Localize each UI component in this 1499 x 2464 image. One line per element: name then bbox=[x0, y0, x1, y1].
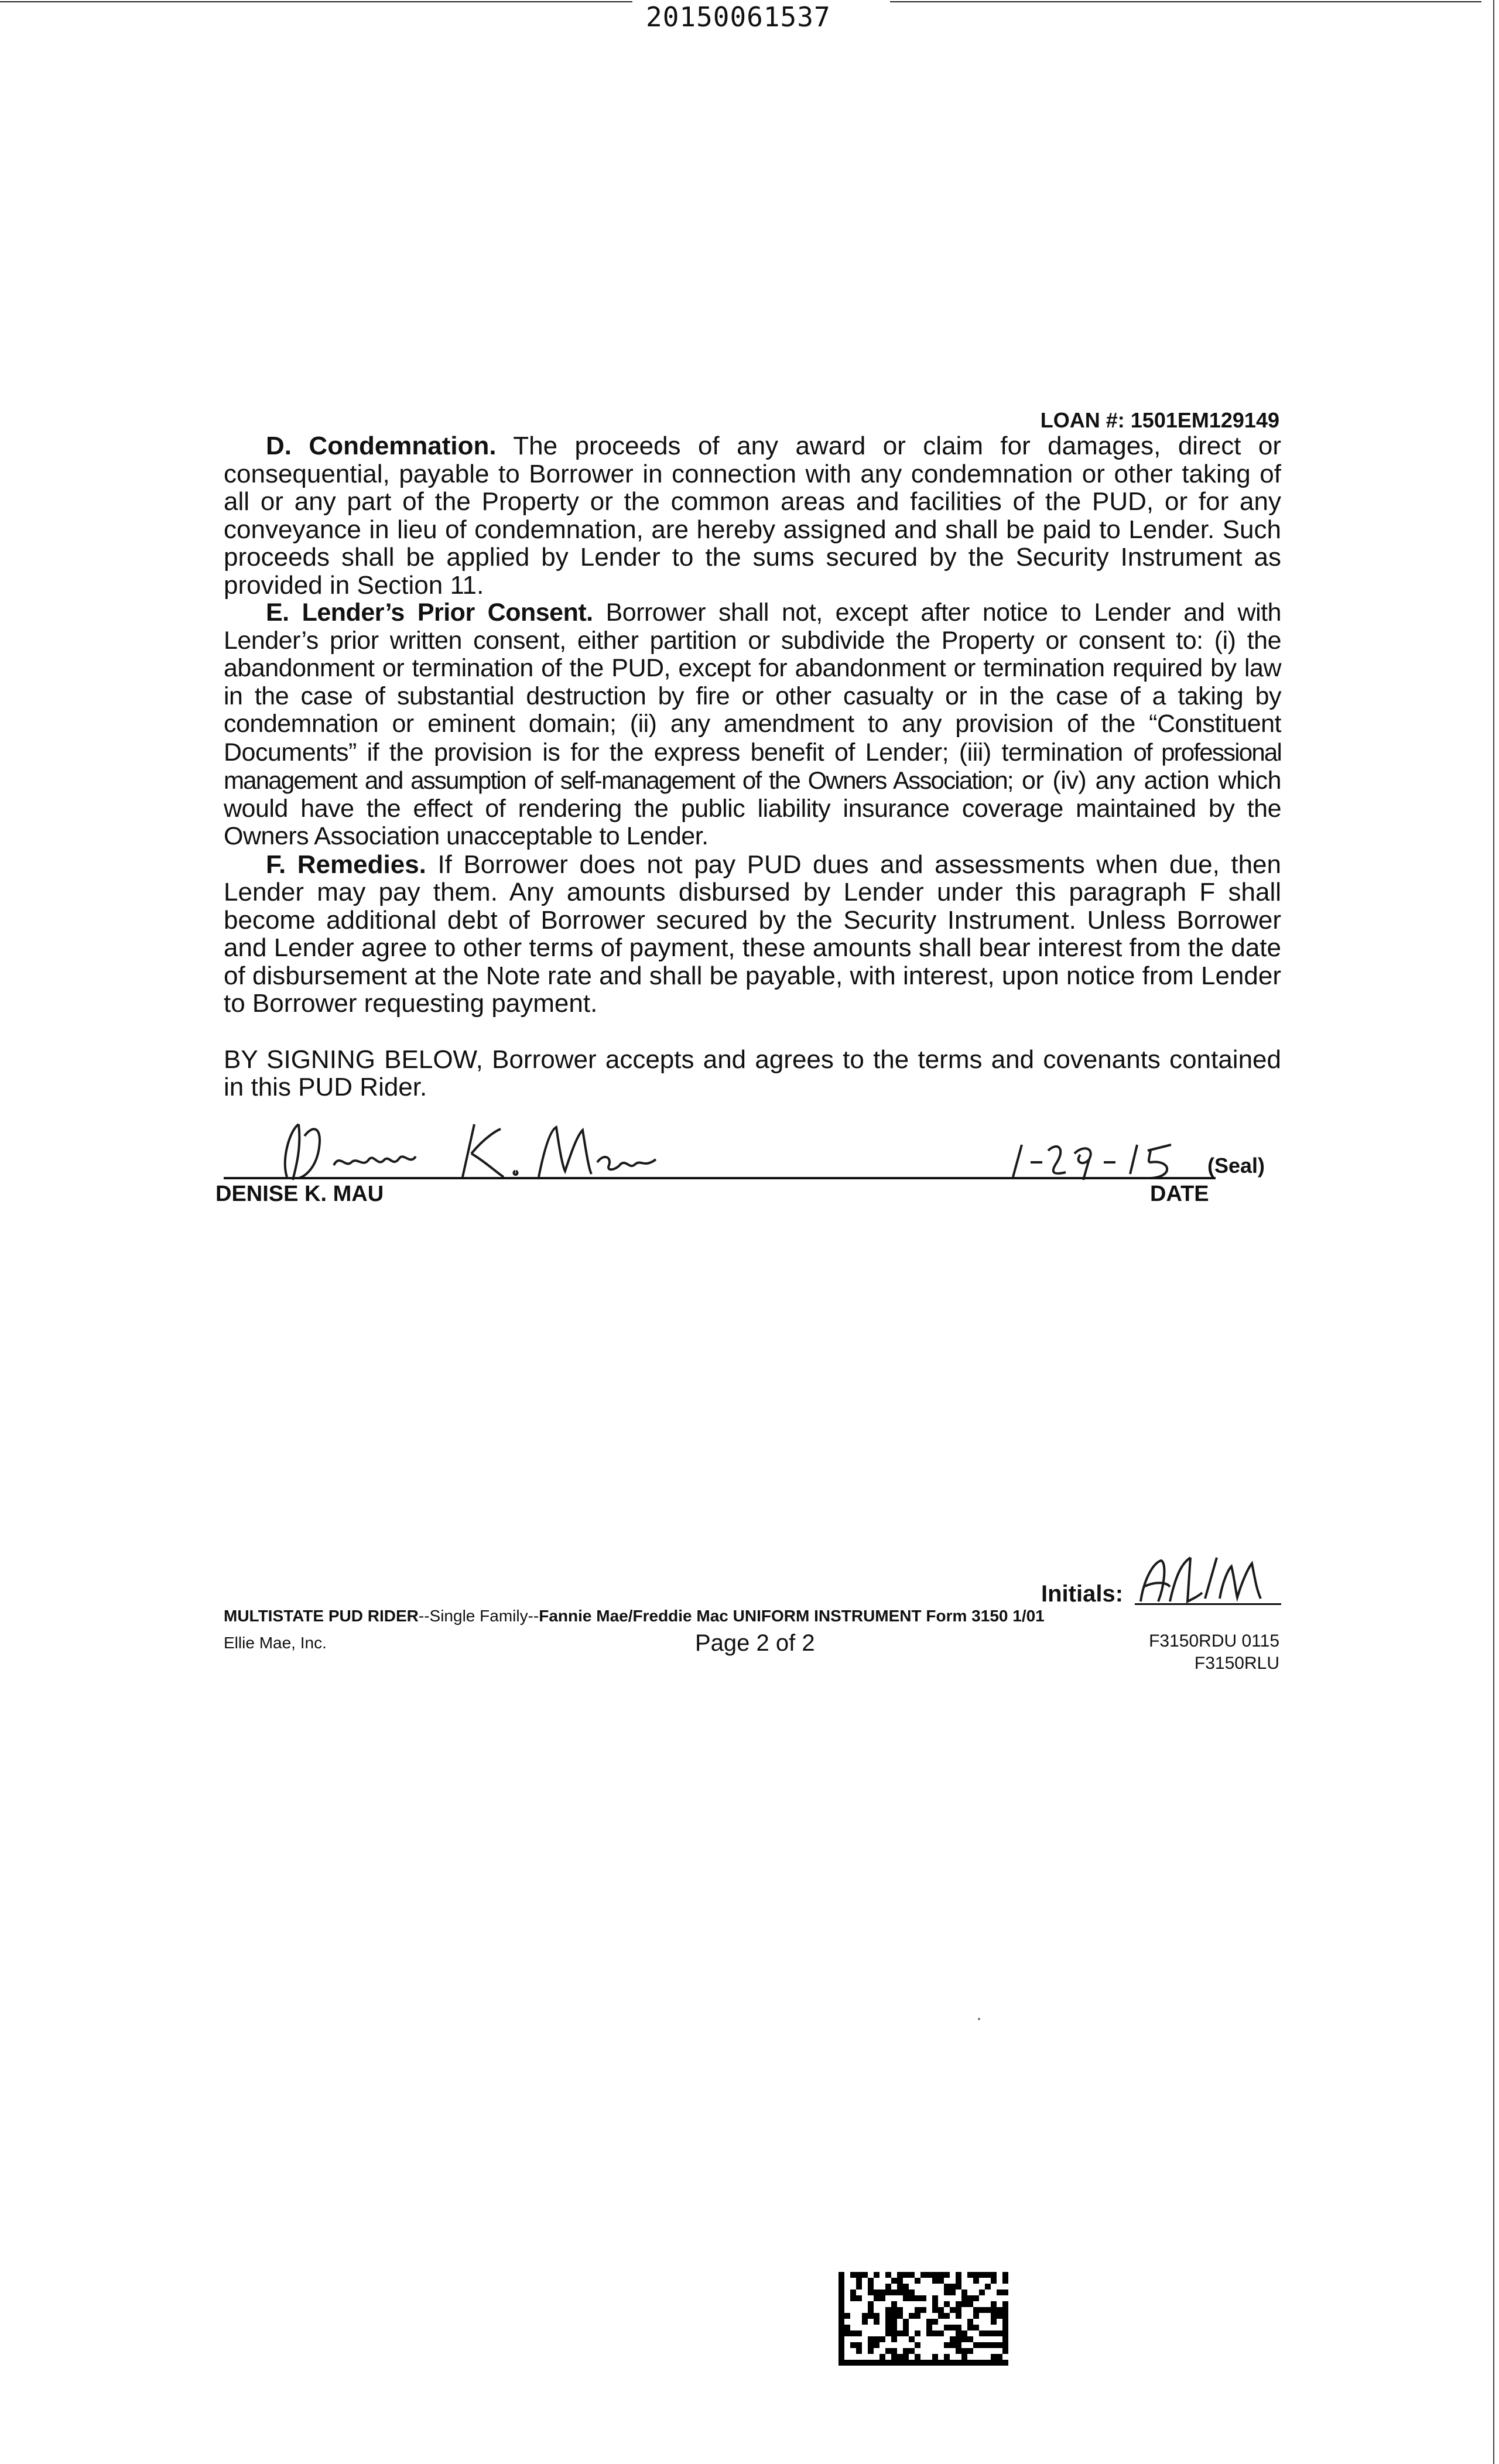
barcode-module bbox=[938, 2307, 944, 2313]
barcode-module bbox=[891, 2336, 897, 2342]
barcode-module bbox=[973, 2272, 979, 2278]
section-f-heading: F. Remedies. bbox=[266, 850, 426, 879]
barcode-module bbox=[856, 2272, 862, 2278]
barcode-module bbox=[862, 2360, 868, 2366]
barcode-module bbox=[915, 2342, 920, 2348]
form-title-b: --Single Family-- bbox=[418, 1607, 539, 1625]
barcode-module bbox=[844, 2325, 850, 2330]
barcode-module bbox=[844, 2360, 850, 2366]
barcode-module bbox=[956, 2284, 961, 2290]
barcode-module bbox=[1002, 2278, 1008, 2284]
barcode-module bbox=[885, 2348, 891, 2354]
barcode-module bbox=[909, 2290, 915, 2295]
barcode-module bbox=[967, 2295, 973, 2301]
initials-line bbox=[1135, 1603, 1281, 1605]
barcode-module bbox=[932, 2301, 938, 2307]
barcode-module bbox=[915, 2278, 920, 2284]
section-f bbox=[224, 851, 1281, 1018]
barcode-module bbox=[891, 2278, 897, 2284]
barcode-module bbox=[985, 2307, 991, 2313]
barcode-module bbox=[868, 2290, 874, 2295]
barcode-module bbox=[903, 2284, 909, 2290]
barcode-module bbox=[985, 2284, 991, 2290]
barcode-module bbox=[868, 2307, 874, 2313]
barcode-module bbox=[897, 2360, 903, 2366]
signature-line bbox=[224, 1177, 1216, 1179]
barcode-module bbox=[1002, 2272, 1008, 2278]
vendor-name: Ellie Mae, Inc. bbox=[224, 1634, 327, 1652]
barcode-module bbox=[909, 2272, 915, 2278]
barcode-module bbox=[885, 2330, 891, 2336]
barcode-module bbox=[932, 2319, 938, 2325]
barcode-module bbox=[956, 2301, 961, 2307]
barcode-module bbox=[920, 2360, 926, 2366]
barcode-module bbox=[1002, 2348, 1008, 2354]
barcode-module bbox=[944, 2325, 950, 2330]
barcode-module bbox=[903, 2330, 909, 2336]
barcode-module bbox=[944, 2360, 950, 2366]
barcode-module bbox=[885, 2360, 891, 2366]
barcode-module bbox=[915, 2295, 920, 2301]
barcode-module bbox=[844, 2313, 850, 2319]
barcode-module bbox=[956, 2348, 961, 2354]
barcode-module bbox=[874, 2313, 879, 2319]
barcode-module bbox=[961, 2290, 967, 2295]
barcode-module bbox=[979, 2272, 985, 2278]
barcode-module bbox=[997, 2313, 1002, 2319]
barcode-module bbox=[903, 2272, 909, 2278]
form-code-2: F3150RLU bbox=[1194, 1654, 1279, 1673]
page-number: Page 2 of 2 bbox=[695, 1630, 815, 1656]
barcode-module bbox=[839, 2319, 844, 2325]
section-f-text: If Borrower does not pay PUD dues and assessments when due, then Lender may pay them. Any amounts disbursed by Lender under this paragraph F shall become additional debt of Borrower secured by the Security Instrument. Unless Borrower and Lender agree to other terms of payment, these amounts shall bear interest from the date of disbursement at the Note rate and shall be payable, with interest, upon notice from Lender to Borrower requesting payment. bbox=[224, 850, 1281, 1018]
borrower-name: DENISE K. MAU bbox=[215, 1182, 384, 1206]
barcode-module bbox=[839, 2330, 844, 2336]
barcode-module bbox=[839, 2301, 844, 2307]
barcode-module bbox=[862, 2319, 868, 2325]
barcode-module bbox=[973, 2342, 979, 2348]
barcode-module bbox=[897, 2330, 903, 2336]
barcode-module bbox=[961, 2330, 967, 2336]
barcode-module bbox=[909, 2336, 915, 2342]
barcode-module bbox=[850, 2272, 856, 2278]
barcode-module bbox=[891, 2319, 897, 2325]
barcode-module bbox=[991, 2313, 997, 2319]
barcode-module bbox=[839, 2290, 844, 2295]
barcode-module bbox=[956, 2313, 961, 2319]
barcode-module bbox=[839, 2313, 844, 2319]
barcode-module bbox=[839, 2284, 844, 2290]
barcode-module bbox=[961, 2295, 967, 2301]
barcode-module bbox=[839, 2272, 844, 2278]
barcode-module bbox=[997, 2360, 1002, 2366]
barcode-module bbox=[909, 2295, 915, 2301]
barcode-module bbox=[938, 2313, 944, 2319]
barcode-module bbox=[915, 2354, 920, 2360]
barcode-module bbox=[891, 2301, 897, 2307]
barcode-module bbox=[920, 2295, 926, 2301]
barcode-module bbox=[985, 2272, 991, 2278]
barcode-module bbox=[938, 2278, 944, 2284]
barcode-module bbox=[997, 2307, 1002, 2313]
barcode-module bbox=[856, 2284, 862, 2290]
barcode-module bbox=[967, 2325, 973, 2330]
barcode-module bbox=[897, 2354, 903, 2360]
barcode-module bbox=[961, 2360, 967, 2366]
barcode-module bbox=[1002, 2290, 1008, 2295]
barcode-module bbox=[944, 2284, 950, 2290]
barcode-module bbox=[868, 2301, 874, 2307]
barcode-module bbox=[938, 2330, 944, 2336]
barcode-module bbox=[868, 2360, 874, 2366]
loan-number: LOAN #: 1501EM129149 bbox=[1040, 408, 1279, 432]
barcode-module bbox=[885, 2313, 891, 2319]
barcode-module bbox=[973, 2360, 979, 2366]
barcode-module bbox=[868, 2278, 874, 2284]
barcode-module bbox=[839, 2325, 844, 2330]
form-title-c: Fannie Mae/Freddie Mac UNIFORM INSTRUMENT Form 3150 1/01 bbox=[539, 1607, 1045, 1625]
barcode-module bbox=[932, 2360, 938, 2366]
barcode-module bbox=[868, 2348, 874, 2354]
barcode-module bbox=[944, 2272, 950, 2278]
barcode-module bbox=[874, 2336, 879, 2342]
barcode-module bbox=[850, 2360, 856, 2366]
barcode-module bbox=[944, 2301, 950, 2307]
barcode-module bbox=[973, 2278, 979, 2284]
barcode-module bbox=[967, 2348, 973, 2354]
barcode-module bbox=[1002, 2342, 1008, 2348]
barcode-module bbox=[967, 2360, 973, 2366]
barcode-module bbox=[839, 2348, 844, 2354]
barcode-module bbox=[879, 2360, 885, 2366]
scan-edge-right bbox=[1493, 0, 1494, 2464]
barcode-module bbox=[874, 2272, 879, 2278]
barcode-module bbox=[903, 2348, 909, 2354]
barcode-module bbox=[956, 2307, 961, 2313]
barcode-module bbox=[950, 2325, 956, 2330]
barcode-module bbox=[891, 2325, 897, 2330]
barcode-module bbox=[932, 2278, 938, 2284]
barcode-module bbox=[967, 2336, 973, 2342]
barcode-module bbox=[926, 2272, 932, 2278]
barcode-module bbox=[915, 2307, 920, 2313]
barcode-module bbox=[839, 2354, 844, 2360]
initials-label: Initials: bbox=[1041, 1581, 1124, 1607]
handwritten-initials bbox=[1135, 1546, 1287, 1610]
barcode-module bbox=[973, 2295, 979, 2301]
barcode-module bbox=[909, 2360, 915, 2366]
barcode-module bbox=[874, 2290, 879, 2295]
barcode-module bbox=[891, 2354, 897, 2360]
section-d-text: The proceeds of any award or claim for damages, direct or consequential, payable to Borrower in connection with any condemnation or other taking of all or any part of the Property or the common areas and facilities of the PUD, or for any conveyance in lieu of condemnation, are hereby assigned and shall be paid to Lender. Such proceeds shall be applied by Lender to the sums secured by the Security Instrument as provided in Section 11. bbox=[224, 432, 1281, 600]
barcode-module bbox=[897, 2307, 903, 2313]
barcode-module bbox=[891, 2348, 897, 2354]
barcode-module bbox=[991, 2272, 997, 2278]
barcode-module bbox=[909, 2348, 915, 2354]
barcode-module bbox=[938, 2360, 944, 2366]
barcode-module bbox=[874, 2295, 879, 2301]
barcode-module bbox=[950, 2290, 956, 2295]
barcode-module bbox=[956, 2360, 961, 2366]
barcode-module bbox=[961, 2301, 967, 2307]
barcode-module bbox=[956, 2342, 961, 2348]
barcode-module bbox=[991, 2301, 997, 2307]
barcode-module bbox=[903, 2319, 909, 2325]
barcode-module bbox=[956, 2336, 961, 2342]
barcode-module bbox=[903, 2325, 909, 2330]
barcode-module bbox=[879, 2295, 885, 2301]
rider-body bbox=[224, 432, 1281, 1101]
barcode-module bbox=[932, 2272, 938, 2278]
barcode-module bbox=[926, 2330, 932, 2336]
barcode-module bbox=[897, 2313, 903, 2319]
barcode-module bbox=[956, 2330, 961, 2336]
barcode-module bbox=[879, 2354, 885, 2360]
barcode-module bbox=[868, 2284, 874, 2290]
barcode-module bbox=[879, 2290, 885, 2295]
barcode-module bbox=[856, 2295, 862, 2301]
barcode-module bbox=[932, 2295, 938, 2301]
barcode-module bbox=[868, 2313, 874, 2319]
barcode-module bbox=[903, 2360, 909, 2366]
barcode-module bbox=[1002, 2330, 1008, 2336]
barcode-module bbox=[897, 2284, 903, 2290]
barcode-module bbox=[920, 2272, 926, 2278]
barcode-module bbox=[950, 2284, 956, 2290]
barcode-module bbox=[891, 2330, 897, 2336]
barcode-module bbox=[932, 2354, 938, 2360]
handwritten-date bbox=[1001, 1130, 1212, 1183]
barcode-module bbox=[926, 2319, 932, 2325]
barcode-module bbox=[874, 2319, 879, 2325]
barcode-module bbox=[956, 2272, 961, 2278]
barcode-module bbox=[991, 2307, 997, 2313]
section-e-text-b: of professional management and assumption of self-management of the Owners Association; bbox=[224, 738, 1281, 794]
barcode-module bbox=[874, 2360, 879, 2366]
barcode-module bbox=[920, 2307, 926, 2313]
recording-number: 20150061537 bbox=[646, 1, 831, 33]
barcode-module bbox=[967, 2272, 973, 2278]
barcode-module bbox=[979, 2360, 985, 2366]
barcode-module bbox=[885, 2290, 891, 2295]
barcode-module bbox=[938, 2272, 944, 2278]
barcode-module bbox=[839, 2342, 844, 2348]
barcode-module bbox=[961, 2348, 967, 2354]
datamatrix-barcode bbox=[839, 2272, 1008, 2366]
barcode-module bbox=[985, 2360, 991, 2366]
barcode-module bbox=[915, 2330, 920, 2336]
barcode-module bbox=[973, 2325, 979, 2330]
barcode-module bbox=[944, 2313, 950, 2319]
barcode-module bbox=[1002, 2336, 1008, 2342]
scan-edge-top-left bbox=[0, 1, 632, 2]
barcode-module bbox=[967, 2319, 973, 2325]
section-e bbox=[224, 599, 1281, 851]
barcode-module bbox=[991, 2330, 997, 2336]
barcode-module bbox=[961, 2354, 967, 2360]
barcode-module bbox=[856, 2348, 862, 2354]
form-title-a: MULTISTATE PUD RIDER bbox=[224, 1607, 419, 1625]
barcode-module bbox=[961, 2336, 967, 2342]
barcode-module bbox=[985, 2342, 991, 2348]
barcode-module bbox=[991, 2319, 997, 2325]
barcode-module bbox=[850, 2342, 856, 2348]
barcode-module bbox=[997, 2354, 1002, 2360]
barcode-module bbox=[997, 2290, 1002, 2295]
barcode-module bbox=[1002, 2307, 1008, 2313]
barcode-module bbox=[879, 2336, 885, 2342]
barcode-module bbox=[944, 2290, 950, 2295]
barcode-module bbox=[944, 2342, 950, 2348]
seal-label: (Seal) bbox=[1207, 1154, 1265, 1178]
barcode-module bbox=[932, 2307, 938, 2313]
barcode-module bbox=[839, 2360, 844, 2366]
section-d-heading: D. Condemnation. bbox=[266, 432, 497, 460]
scan-speck bbox=[978, 2018, 980, 2020]
barcode-module bbox=[1002, 2360, 1008, 2366]
scan-edge-top-right bbox=[890, 1, 1481, 2]
barcode-module bbox=[926, 2360, 932, 2366]
barcode-module bbox=[850, 2330, 856, 2336]
barcode-module bbox=[862, 2313, 868, 2319]
barcode-module bbox=[903, 2295, 909, 2301]
barcode-module bbox=[985, 2330, 991, 2336]
barcode-module bbox=[903, 2290, 909, 2295]
form-code-1: F3150RDU 0115 bbox=[1149, 1631, 1279, 1651]
signing-statement: BY SIGNING BELOW, Borrower accepts and agrees to the terms and covenants contained in this PUD Rider. bbox=[224, 1045, 1281, 1101]
barcode-module bbox=[979, 2342, 985, 2348]
barcode-module bbox=[1002, 2301, 1008, 2307]
barcode-module bbox=[950, 2360, 956, 2366]
form-title bbox=[224, 1607, 1045, 1625]
barcode-module bbox=[915, 2313, 920, 2319]
barcode-module bbox=[891, 2360, 897, 2366]
barcode-module bbox=[897, 2272, 903, 2278]
barcode-module bbox=[850, 2295, 856, 2301]
barcode-module bbox=[991, 2360, 997, 2366]
barcode-module bbox=[891, 2290, 897, 2295]
barcode-module bbox=[997, 2330, 1002, 2336]
barcode-module bbox=[885, 2272, 891, 2278]
barcode-module bbox=[915, 2360, 920, 2366]
section-e-heading: E. Lender’s Prior Consent. bbox=[266, 598, 593, 627]
barcode-module bbox=[932, 2330, 938, 2336]
barcode-module bbox=[944, 2354, 950, 2360]
barcode-module bbox=[839, 2336, 844, 2342]
barcode-module bbox=[897, 2278, 903, 2284]
barcode-module bbox=[856, 2360, 862, 2366]
barcode-module bbox=[868, 2342, 874, 2348]
barcode-module bbox=[950, 2307, 956, 2313]
barcode-module bbox=[903, 2354, 909, 2360]
barcode-module bbox=[979, 2330, 985, 2336]
barcode-module bbox=[874, 2342, 879, 2348]
date-label: DATE bbox=[1150, 1182, 1209, 1206]
section-d bbox=[224, 432, 1281, 599]
barcode-module bbox=[839, 2278, 844, 2284]
barcode-module bbox=[956, 2325, 961, 2330]
barcode-module bbox=[991, 2342, 997, 2348]
barcode-module bbox=[973, 2313, 979, 2319]
barcode-module bbox=[979, 2290, 985, 2295]
barcode-module bbox=[891, 2307, 897, 2313]
barcode-module bbox=[856, 2330, 862, 2336]
barcode-module bbox=[950, 2336, 956, 2342]
barcode-module bbox=[885, 2319, 891, 2325]
barcode-module bbox=[926, 2325, 932, 2330]
barcode-module bbox=[979, 2307, 985, 2313]
barcode-module bbox=[856, 2342, 862, 2348]
section-e-text-c: or (iv) any action which would have the effect of rendering the public liability insurance coverage maintained by the Owners Association unacceptable to Lender. bbox=[224, 766, 1282, 850]
barcode-module bbox=[997, 2342, 1002, 2348]
barcode-module bbox=[1002, 2319, 1008, 2325]
barcode-module bbox=[1002, 2325, 1008, 2330]
barcode-module bbox=[885, 2325, 891, 2330]
barcode-module bbox=[956, 2278, 961, 2284]
barcode-module bbox=[909, 2313, 915, 2319]
barcode-module bbox=[967, 2301, 973, 2307]
barcode-module bbox=[891, 2313, 897, 2319]
barcode-module bbox=[844, 2330, 850, 2336]
barcode-module bbox=[973, 2307, 979, 2313]
barcode-module bbox=[991, 2278, 997, 2284]
barcode-module bbox=[839, 2295, 844, 2301]
barcode-module bbox=[885, 2284, 891, 2290]
barcode-module bbox=[850, 2290, 856, 2295]
barcode-module bbox=[950, 2342, 956, 2348]
barcode-module bbox=[991, 2354, 997, 2360]
barcode-module bbox=[1002, 2313, 1008, 2319]
section-e-text-a: Borrower shall not, except after notice to Lender and with Lender’s prior written consent, either partition or subdivide the Property or consent to: (i) the abandonment or termination of the PUD, except for abandonment or termination required by law in the case of substantial destruction by fire or other casualty or in the case of a taking by condemnation or eminent domain; (ii) any amendment to any provision of the “Constituent Documents” if the provision is for the express benefit of Lender; (iii) termination bbox=[224, 598, 1282, 766]
barcode-module bbox=[885, 2307, 891, 2313]
barcode-module bbox=[897, 2290, 903, 2295]
barcode-module bbox=[839, 2307, 844, 2313]
barcode-module bbox=[856, 2278, 862, 2284]
barcode-module bbox=[862, 2272, 868, 2278]
barcode-module bbox=[868, 2336, 874, 2342]
